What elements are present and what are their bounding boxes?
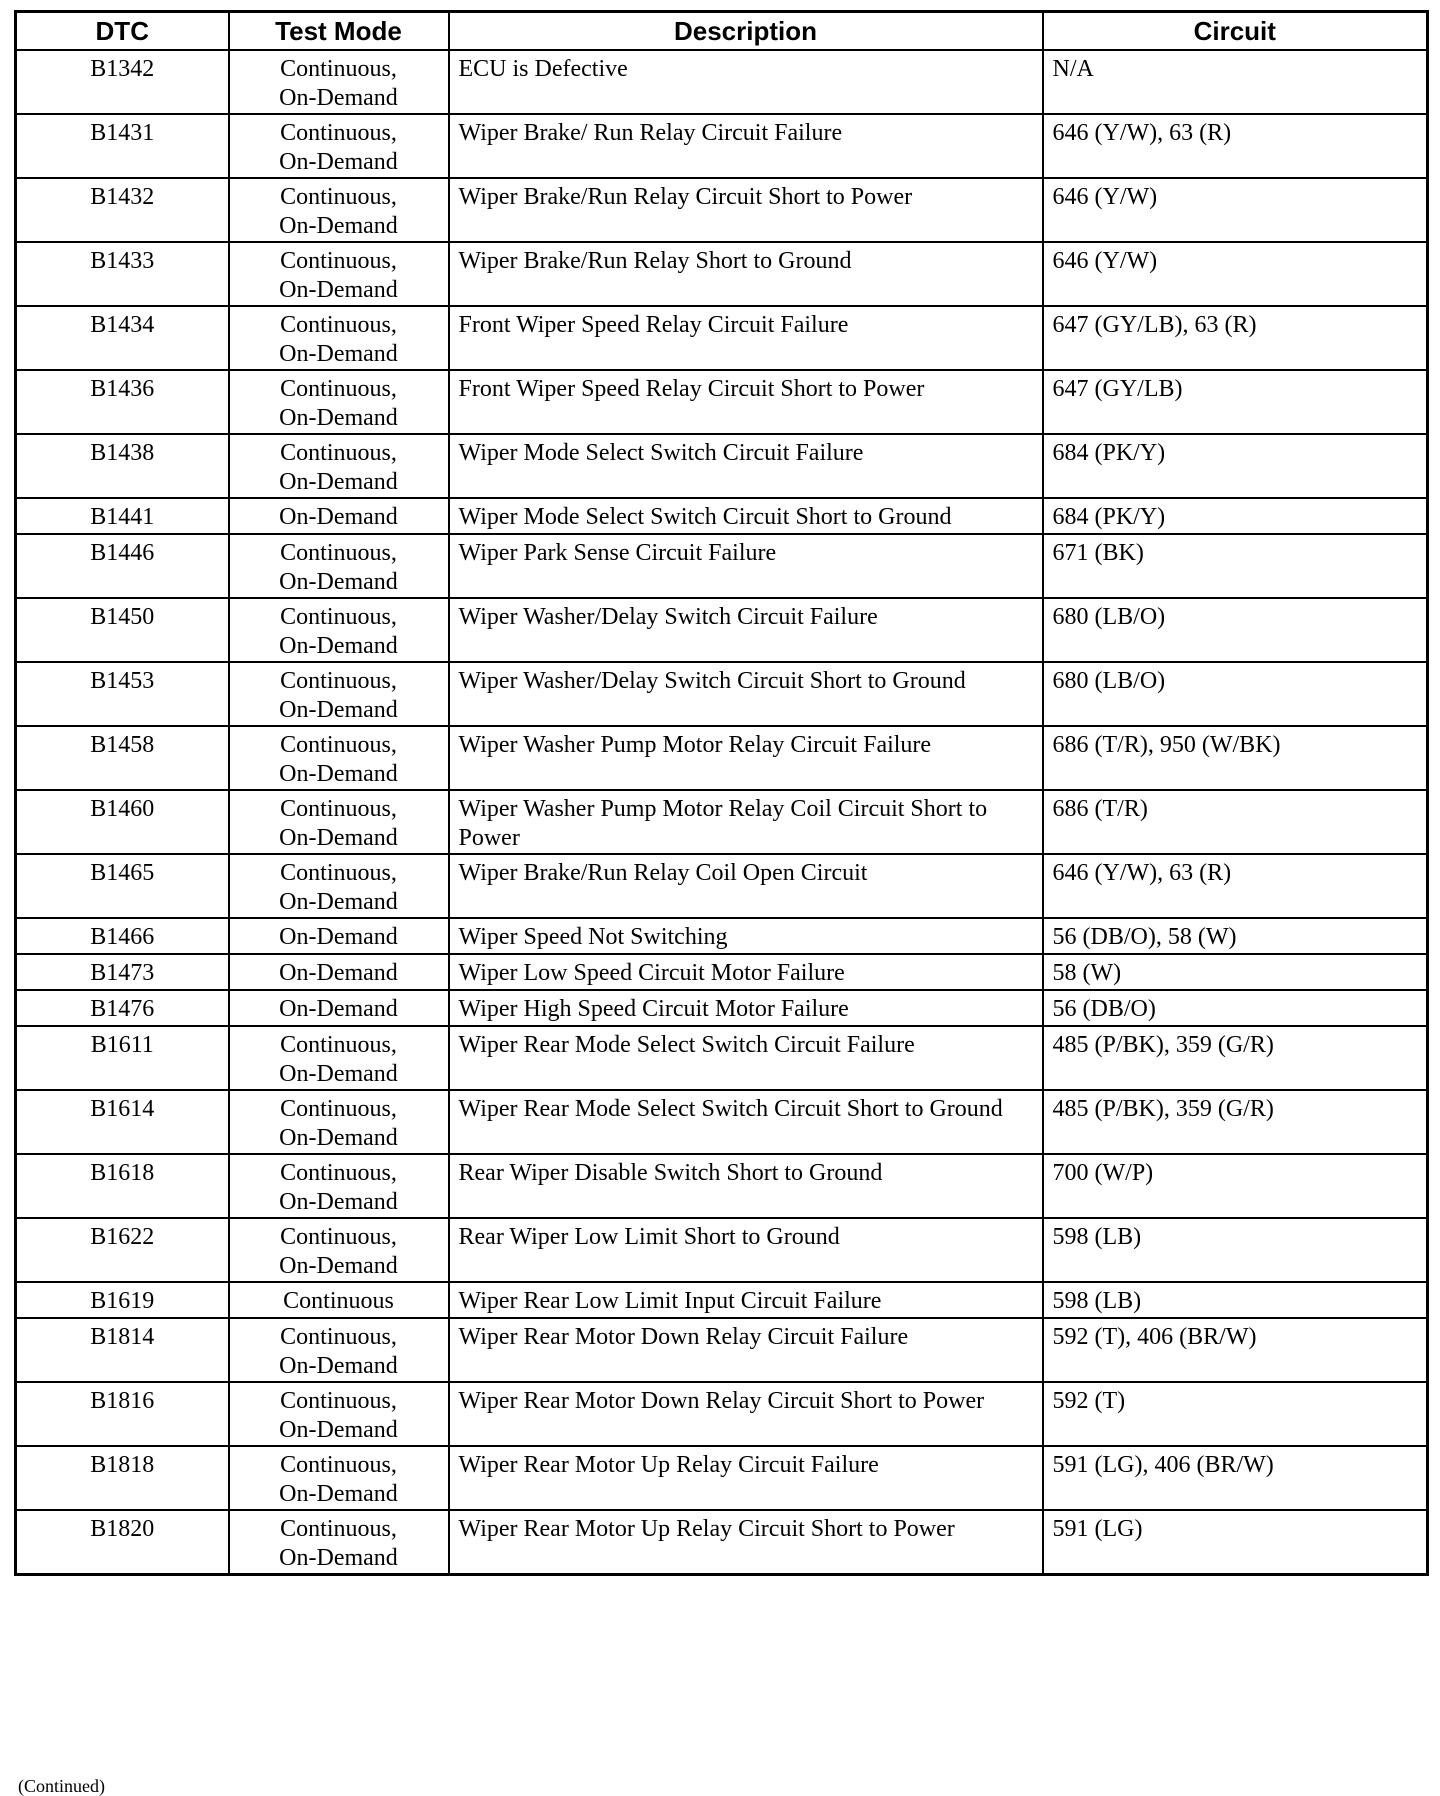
table-row bbox=[16, 534, 1428, 598]
circuit-cell: 56 (DB/O), 58 (W) bbox=[1043, 918, 1428, 954]
dtc-cell: B1431 bbox=[16, 114, 229, 178]
description-cell: Wiper Washer Pump Motor Relay Circuit Failure bbox=[449, 726, 1043, 790]
test-mode-cell: Continuous, On-Demand bbox=[229, 726, 449, 790]
dtc-cell: B1458 bbox=[16, 726, 229, 790]
dtc-cell: B1450 bbox=[16, 598, 229, 662]
table-row bbox=[16, 1446, 1428, 1510]
dtc-cell: B1611 bbox=[16, 1026, 229, 1090]
circuit-cell: 671 (BK) bbox=[1043, 534, 1428, 598]
description-cell: Wiper Brake/ Run Relay Circuit Failure bbox=[449, 114, 1043, 178]
circuit-cell: 700 (W/P) bbox=[1043, 1154, 1428, 1218]
test-mode-cell: Continuous, On-Demand bbox=[229, 1154, 449, 1218]
table-row bbox=[16, 662, 1428, 726]
header-circuit: Circuit bbox=[1043, 12, 1428, 51]
table-body bbox=[16, 50, 1428, 1575]
test-mode-cell: Continuous, On-Demand bbox=[229, 1090, 449, 1154]
document-page bbox=[14, 10, 1426, 1576]
description-cell: Wiper Brake/Run Relay Short to Ground bbox=[449, 242, 1043, 306]
description-cell: Front Wiper Speed Relay Circuit Failure bbox=[449, 306, 1043, 370]
circuit-cell: 485 (P/BK), 359 (G/R) bbox=[1043, 1090, 1428, 1154]
table-row bbox=[16, 1154, 1428, 1218]
table-row bbox=[16, 242, 1428, 306]
table-row bbox=[16, 114, 1428, 178]
test-mode-cell: Continuous, On-Demand bbox=[229, 1382, 449, 1446]
dtc-cell: B1434 bbox=[16, 306, 229, 370]
dtc-cell: B1466 bbox=[16, 918, 229, 954]
circuit-cell: 684 (PK/Y) bbox=[1043, 434, 1428, 498]
dtc-cell: B1432 bbox=[16, 178, 229, 242]
dtc-cell: B1433 bbox=[16, 242, 229, 306]
description-cell: Wiper Rear Motor Down Relay Circuit Short to Power bbox=[449, 1382, 1043, 1446]
dtc-cell: B1614 bbox=[16, 1090, 229, 1154]
dtc-cell: B1436 bbox=[16, 370, 229, 434]
table-row bbox=[16, 178, 1428, 242]
circuit-cell: 646 (Y/W), 63 (R) bbox=[1043, 854, 1428, 918]
continued-note: (Continued) bbox=[18, 1776, 105, 1796]
header-test-mode: Test Mode bbox=[229, 12, 449, 51]
test-mode-cell: Continuous, On-Demand bbox=[229, 598, 449, 662]
circuit-cell: 646 (Y/W) bbox=[1043, 242, 1428, 306]
dtc-table bbox=[14, 10, 1429, 1576]
test-mode-cell: Continuous, On-Demand bbox=[229, 50, 449, 114]
dtc-cell: B1820 bbox=[16, 1510, 229, 1575]
header-row bbox=[16, 12, 1428, 51]
dtc-cell: B1814 bbox=[16, 1318, 229, 1382]
test-mode-cell: Continuous, On-Demand bbox=[229, 854, 449, 918]
dtc-cell: B1476 bbox=[16, 990, 229, 1026]
circuit-cell: 686 (T/R), 950 (W/BK) bbox=[1043, 726, 1428, 790]
description-cell: Wiper Rear Motor Up Relay Circuit Failure bbox=[449, 1446, 1043, 1510]
table-row bbox=[16, 1510, 1428, 1575]
circuit-cell: 647 (GY/LB) bbox=[1043, 370, 1428, 434]
table-row bbox=[16, 990, 1428, 1026]
test-mode-cell: Continuous, On-Demand bbox=[229, 662, 449, 726]
table-row bbox=[16, 1382, 1428, 1446]
circuit-cell: 646 (Y/W) bbox=[1043, 178, 1428, 242]
description-cell: Wiper Rear Motor Up Relay Circuit Short to Power bbox=[449, 1510, 1043, 1575]
description-cell: Wiper Brake/Run Relay Coil Open Circuit bbox=[449, 854, 1043, 918]
description-cell: Wiper Washer/Delay Switch Circuit Short to Ground bbox=[449, 662, 1043, 726]
test-mode-cell: Continuous, On-Demand bbox=[229, 1026, 449, 1090]
dtc-cell: B1342 bbox=[16, 50, 229, 114]
test-mode-cell: On-Demand bbox=[229, 918, 449, 954]
dtc-cell: B1473 bbox=[16, 954, 229, 990]
dtc-cell: B1818 bbox=[16, 1446, 229, 1510]
table-row bbox=[16, 306, 1428, 370]
table-row bbox=[16, 1318, 1428, 1382]
circuit-cell: 598 (LB) bbox=[1043, 1282, 1428, 1318]
test-mode-cell: On-Demand bbox=[229, 990, 449, 1026]
circuit-cell: 684 (PK/Y) bbox=[1043, 498, 1428, 534]
circuit-cell: 646 (Y/W), 63 (R) bbox=[1043, 114, 1428, 178]
description-cell: Wiper Mode Select Switch Circuit Failure bbox=[449, 434, 1043, 498]
table-row bbox=[16, 790, 1428, 854]
table-row bbox=[16, 1218, 1428, 1282]
description-cell: ECU is Defective bbox=[449, 50, 1043, 114]
circuit-cell: 686 (T/R) bbox=[1043, 790, 1428, 854]
test-mode-cell: Continuous, On-Demand bbox=[229, 114, 449, 178]
circuit-cell: N/A bbox=[1043, 50, 1428, 114]
description-cell: Wiper Mode Select Switch Circuit Short to Ground bbox=[449, 498, 1043, 534]
test-mode-cell: Continuous bbox=[229, 1282, 449, 1318]
circuit-cell: 647 (GY/LB), 63 (R) bbox=[1043, 306, 1428, 370]
dtc-cell: B1619 bbox=[16, 1282, 229, 1318]
dtc-cell: B1441 bbox=[16, 498, 229, 534]
table-row bbox=[16, 370, 1428, 434]
table-row bbox=[16, 1282, 1428, 1318]
table-row bbox=[16, 50, 1428, 114]
dtc-cell: B1438 bbox=[16, 434, 229, 498]
description-cell: Wiper Rear Mode Select Switch Circuit Failure bbox=[449, 1026, 1043, 1090]
circuit-cell: 680 (LB/O) bbox=[1043, 662, 1428, 726]
header-dtc: DTC bbox=[16, 12, 229, 51]
test-mode-cell: Continuous, On-Demand bbox=[229, 434, 449, 498]
table-row bbox=[16, 726, 1428, 790]
table-header bbox=[16, 12, 1428, 51]
dtc-cell: B1465 bbox=[16, 854, 229, 918]
description-cell: Rear Wiper Low Limit Short to Ground bbox=[449, 1218, 1043, 1282]
circuit-cell: 592 (T) bbox=[1043, 1382, 1428, 1446]
test-mode-cell: Continuous, On-Demand bbox=[229, 1318, 449, 1382]
description-cell: Rear Wiper Disable Switch Short to Ground bbox=[449, 1154, 1043, 1218]
test-mode-cell: Continuous, On-Demand bbox=[229, 178, 449, 242]
dtc-cell: B1816 bbox=[16, 1382, 229, 1446]
table-row bbox=[16, 498, 1428, 534]
header-description: Description bbox=[449, 12, 1043, 51]
circuit-cell: 598 (LB) bbox=[1043, 1218, 1428, 1282]
test-mode-cell: Continuous, On-Demand bbox=[229, 534, 449, 598]
description-cell: Wiper Washer Pump Motor Relay Coil Circuit Short to Power bbox=[449, 790, 1043, 854]
test-mode-cell: Continuous, On-Demand bbox=[229, 242, 449, 306]
test-mode-cell: Continuous, On-Demand bbox=[229, 306, 449, 370]
test-mode-cell: Continuous, On-Demand bbox=[229, 1218, 449, 1282]
test-mode-cell: Continuous, On-Demand bbox=[229, 1446, 449, 1510]
dtc-cell: B1618 bbox=[16, 1154, 229, 1218]
circuit-cell: 592 (T), 406 (BR/W) bbox=[1043, 1318, 1428, 1382]
table-row bbox=[16, 854, 1428, 918]
table-row bbox=[16, 918, 1428, 954]
test-mode-cell: On-Demand bbox=[229, 954, 449, 990]
table-row bbox=[16, 954, 1428, 990]
table-row bbox=[16, 1090, 1428, 1154]
dtc-cell: B1622 bbox=[16, 1218, 229, 1282]
test-mode-cell: Continuous, On-Demand bbox=[229, 1510, 449, 1575]
circuit-cell: 591 (LG), 406 (BR/W) bbox=[1043, 1446, 1428, 1510]
dtc-cell: B1460 bbox=[16, 790, 229, 854]
description-cell: Wiper Speed Not Switching bbox=[449, 918, 1043, 954]
table-row bbox=[16, 434, 1428, 498]
test-mode-cell: On-Demand bbox=[229, 498, 449, 534]
dtc-cell: B1446 bbox=[16, 534, 229, 598]
description-cell: Front Wiper Speed Relay Circuit Short to Power bbox=[449, 370, 1043, 434]
table-row bbox=[16, 598, 1428, 662]
circuit-cell: 56 (DB/O) bbox=[1043, 990, 1428, 1026]
circuit-cell: 58 (W) bbox=[1043, 954, 1428, 990]
description-cell: Wiper Washer/Delay Switch Circuit Failure bbox=[449, 598, 1043, 662]
description-cell: Wiper Rear Low Limit Input Circuit Failure bbox=[449, 1282, 1043, 1318]
circuit-cell: 680 (LB/O) bbox=[1043, 598, 1428, 662]
circuit-cell: 485 (P/BK), 359 (G/R) bbox=[1043, 1026, 1428, 1090]
circuit-cell: 591 (LG) bbox=[1043, 1510, 1428, 1575]
description-cell: Wiper High Speed Circuit Motor Failure bbox=[449, 990, 1043, 1026]
description-cell: Wiper Park Sense Circuit Failure bbox=[449, 534, 1043, 598]
description-cell: Wiper Rear Mode Select Switch Circuit Short to Ground bbox=[449, 1090, 1043, 1154]
dtc-cell: B1453 bbox=[16, 662, 229, 726]
description-cell: Wiper Brake/Run Relay Circuit Short to Power bbox=[449, 178, 1043, 242]
test-mode-cell: Continuous, On-Demand bbox=[229, 790, 449, 854]
table-row bbox=[16, 1026, 1428, 1090]
description-cell: Wiper Rear Motor Down Relay Circuit Failure bbox=[449, 1318, 1043, 1382]
test-mode-cell: Continuous, On-Demand bbox=[229, 370, 449, 434]
description-cell: Wiper Low Speed Circuit Motor Failure bbox=[449, 954, 1043, 990]
